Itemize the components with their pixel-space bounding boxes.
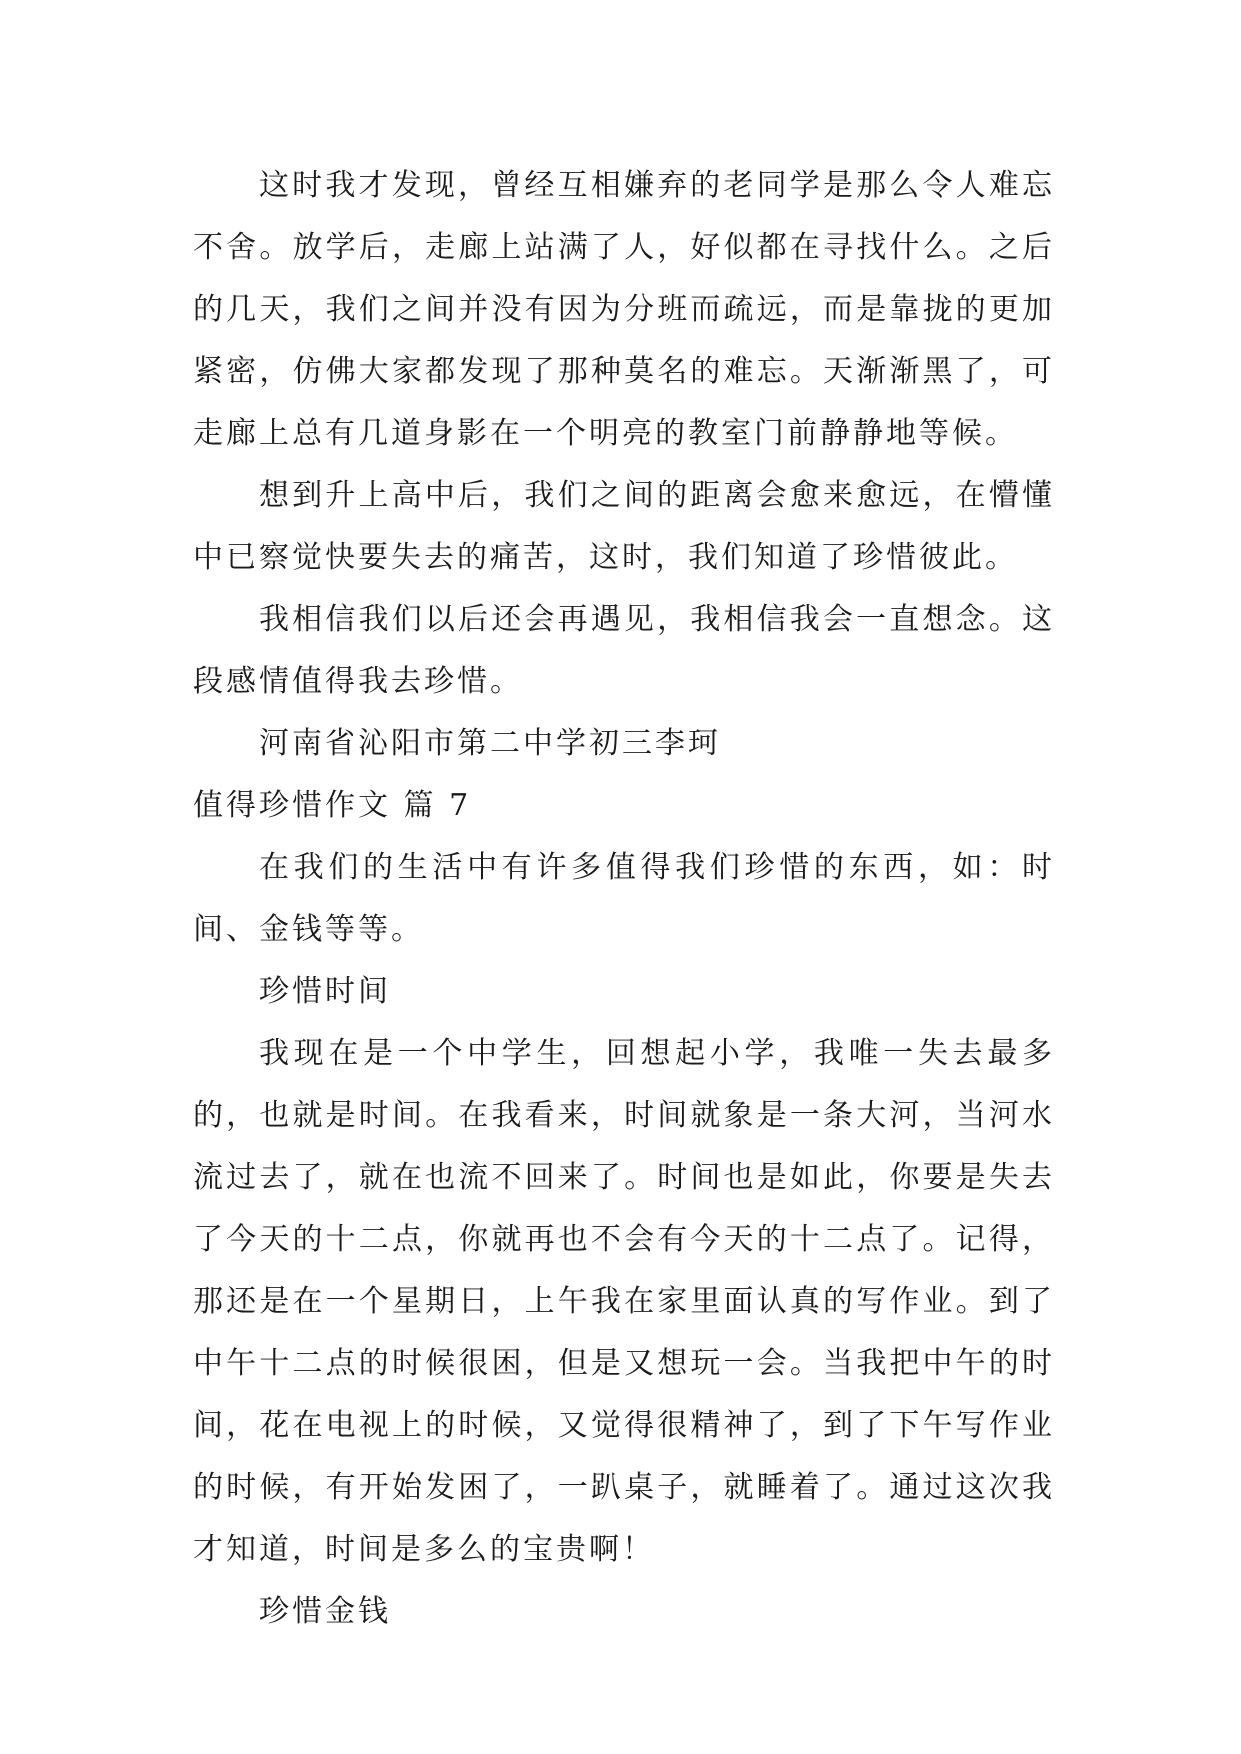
paragraph-meet-again: 我相信我们以后还会再遇见，我相信我会一直想念。这段感情值得我去珍惜。 [193,602,1055,699]
paragraph-high-school: 想到升上高中后，我们之间的距离会愈来愈远，在懵懂中已察觉快要失去的痛苦，这时，我们知道了珍惜彼此。 [193,478,1055,575]
paragraph-classmates: 这时我才发现，曾经互相嫌弃的老同学是那么令人难忘不舍。放学后，走廊上站满了人，好似都在寻找什么。之后的几天，我们之间并没有因为分班而疏远，而是靠拢的更加紧密，仿佛大家都发现了那种莫名的难忘。天渐渐黑了，可走廊上总有几道身影在一个明亮的教室门前静静地等候。 [193,168,1055,451]
essay-title: 值得珍惜作文 篇 7 [193,788,472,823]
subheading-cherish-money: 珍惜金钱 [259,1594,391,1629]
subheading-cherish-time: 珍惜时间 [259,974,391,1009]
document-body [193,155,1055,1643]
paragraph-intro: 在我们的生活中有许多值得我们珍惜的东西，如：时间、金钱等等。 [193,850,1055,947]
author-line: 河南省沁阳市第二中学初三李珂 [259,726,721,761]
paragraph-time: 我现在是一个中学生，回想起小学，我唯一失去最多的，也就是时间。在我看来，时间就象是一条大河，当河水流过去了，就在也流不回来了。时间也是如此，你要是失去了今天的十二点，你就再也不会有今天的十二点了。记得，那还是在一个星期日，上午我在家里面认真的写作业。到了中午十二点的时候很困，但是又想玩一会。当我把中午的时间，花在电视上的时候，又觉得很精神了，到了下午写作业的时候，有开始发困了，一趴桌子，就睡着了。通过这次我才知道，时间是多么的宝贵啊！ [193,1036,1055,1567]
